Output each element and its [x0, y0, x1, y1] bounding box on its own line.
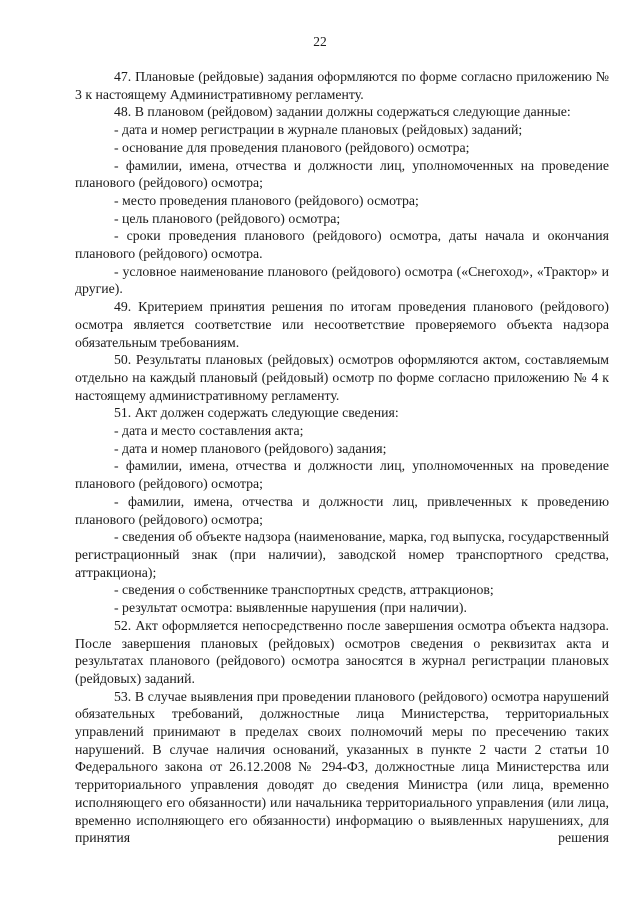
list-item: - сведения об объекте надзора (наименование, марка, год выпуска, государственный регистрационный знак (при наличии), заводской номер транспортного средства, аттракциона); — [75, 529, 609, 580]
paragraph-50: 50. Результаты плановых (рейдовых) осмотров оформляются актом, составляемым отдельно на каждый плановый (рейдовый) осмотр по форме согласно приложению № 4 к настоящему административному регламенту. — [75, 352, 609, 403]
list-item: - фамилии, имена, отчества и должности лиц, уполномоченных на проведение планового (рейдового) осмотра; — [75, 458, 609, 492]
document-body — [75, 68, 609, 847]
list-item: - сведения о собственнике транспортных средств, аттракционов; — [114, 582, 494, 598]
paragraph-53: 53. В случае выявления при проведении планового (рейдового) осмотра нарушений обязательных требований, должностные лица Министерства, территориальных управлений принимают в пределах своих полномочий меры по пресечению таких нарушений. В случае наличия оснований, указанных в пункте 2 части 2 статьи 10 Федерального закона от 26.12.2008 № 294-ФЗ, должностные лица Министерства или территориального управления доводят до сведения Министра (или лица, временно исполняющего его обязанности) или начальника территориального управления (или лица, временно исполняющего его обязанности) информацию о выявленных нарушениях, для принятия решения — [75, 688, 609, 846]
page-number: 22 — [313, 34, 327, 49]
list-item: - сроки проведения планового (рейдового) осмотра, даты начала и окончания планового (рейдового) осмотра. — [75, 228, 609, 262]
list-item: - результат осмотра: выявленные нарушения (при наличии). — [114, 600, 467, 616]
list-item: - дата и номер планового (рейдового) задания; — [114, 440, 387, 456]
list-item: - основание для проведения планового (рейдового) осмотра; — [114, 139, 470, 155]
list-item: - место проведения планового (рейдового) осмотра; — [114, 192, 419, 208]
list-item: - фамилии, имена, отчества и должности лиц, привлеченных к проведению планового (рейдового) осмотра; — [75, 493, 609, 527]
list-item: - фамилии, имена, отчества и должности лиц, уполномоченных на проведение планового (рейдового) осмотра; — [75, 157, 609, 191]
list-item: - дата и место составления акта; — [114, 423, 304, 439]
list-item: - цель планового (рейдового) осмотра; — [114, 210, 341, 226]
paragraph-49: 49. Критерием принятия решения по итогам проведения планового (рейдового) осмотра является соответствие или несоответствие проверяемого объекта надзора обязательным требованиям. — [75, 299, 609, 350]
paragraph-51: 51. Акт должен содержать следующие сведения: — [114, 405, 399, 421]
list-item: - дата и номер регистрации в журнале плановых (рейдовых) заданий; — [114, 122, 523, 138]
paragraph-52: 52. Акт оформляется непосредственно после завершения осмотра объекта надзора. После завершения плановых (рейдовых) осмотров сведения о реквизитах акта и результатах планового (рейдового) осмотра заносятся в журнал регистрации плановых (рейдовых) заданий. — [75, 617, 609, 686]
paragraph-47: 47. Плановые (рейдовые) задания оформляются по форме согласно приложению № 3 к настоящему Административному регламенту. — [75, 69, 609, 102]
paragraph-48: 48. В плановом (рейдовом) задании должны содержаться следующие данные: — [114, 104, 571, 120]
list-item: - условное наименование планового (рейдового) осмотра («Снегоход», «Трактор» и другие). — [75, 263, 609, 297]
